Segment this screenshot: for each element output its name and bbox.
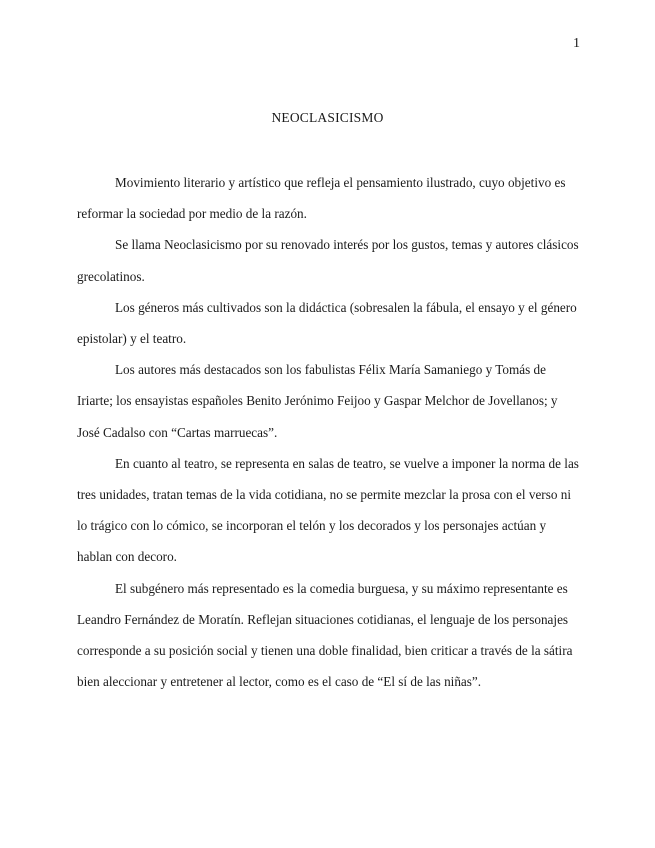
document-body [77,167,582,697]
paragraph-theatre: En cuanto al teatro, se representa en salas de teatro, se vuelve a imponer la norma de las tres unidades, tratan temas de la vida cotidiana, no se permite mezclar la prosa con el verso ni lo trágico con lo cómico, se incorporan el telón y los decorados y los personajes actúan y hablan con decoro. [77,455,579,565]
paragraph-genres: Los géneros más cultivados son la didáctica (sobresalen la fábula, el ensayo y el género epistolar) y el teatro. [77,299,577,347]
page-title: NEOCLASICISMO [271,110,384,125]
paragraph-name-origin: Se llama Neoclasicismo por su renovado interés por los gustos, temas y autores clásicos grecolatinos. [77,237,579,284]
paragraph-authors: Los autores más destacados son los fabulistas Félix María Samaniego y Tomás de Iriarte; los ensayistas españoles Benito Jerónimo Feijoo y Gaspar Melchor de Jovellanos; y José Cadalso con “Cartas marruecas”. [77,362,558,440]
paragraph-definition: Movimiento literario y artístico que refleja el pensamiento ilustrado, cuyo objetivo es reformar la sociedad por medio de la razón. [77,175,566,222]
page-number: 1 [573,36,580,51]
paragraph-subgenre: El subgénero más representado es la comedia burguesa, y su máximo representante es Leandro Fernández de Moratín. Reflejan situaciones cotidianas, el lenguaje de los personajes corresponde a su posición social y tienen una doble finalidad, bien criticar a través de la sátira bien aleccionar y entretener al lector, como es el caso de “El sí de las niñas”. [77,580,573,690]
